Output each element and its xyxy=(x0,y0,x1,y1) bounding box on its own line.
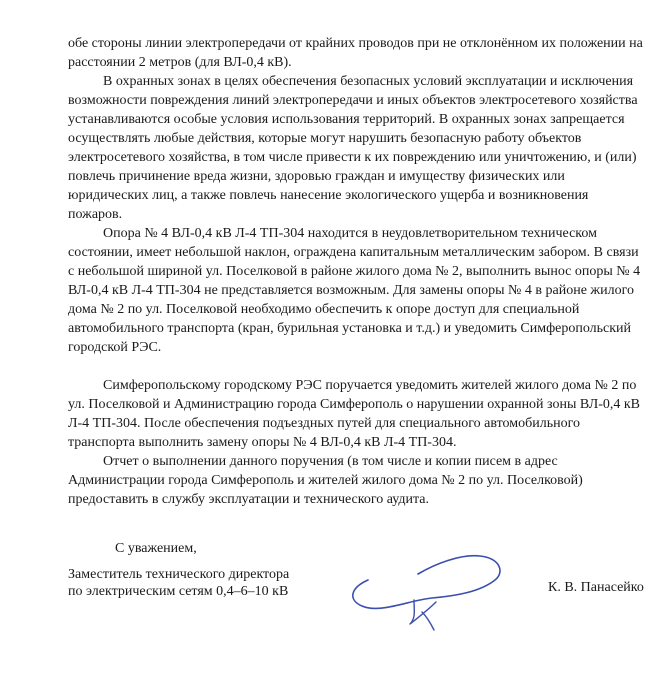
text-line: Л-4 ТП-304. После обеспечения подъездных путей для специального автомобильного xyxy=(68,416,580,431)
text-line: пожаров. xyxy=(68,207,123,222)
text-line: возможности повреждения линий электропередачи и иных объектов электросетевого хозяйства xyxy=(68,93,638,108)
text-line: повлечь причинение вреда жизни, здоровью граждан и имуществу физических или xyxy=(68,169,565,184)
text-line: Опора № 4 ВЛ-0,4 кВ Л-4 ТП-304 находится в неудовлетворительном техническом xyxy=(103,226,597,241)
closing-phrase: С уважением, xyxy=(115,541,197,556)
signer-title-line-2: по электрическим сетям 0,4–6–10 кВ xyxy=(68,584,289,599)
paragraph xyxy=(68,452,663,509)
text-line: В охранных зонах в целях обеспечения безопасных условий эксплуатации и исключения xyxy=(103,74,634,89)
letter-body xyxy=(68,34,663,509)
signature-stroke-tail xyxy=(410,600,436,630)
text-line: с небольшой шириной ул. Поселковой в районе жилого дома № 2, выполнить вынос опоры № 4 xyxy=(68,264,641,279)
text-line: ВЛ-0,4 кВ Л-4 ТП-304 не представляется возможным. Для замены опоры № 4 в районе жилого xyxy=(68,283,634,298)
text-line: юридических лиц, а также повлечь нанесение экологического ущерба и возникновения xyxy=(68,188,589,203)
text-line: электросетевого хозяйства, в том числе привести к их повреждению или уничтожению, и (или) xyxy=(68,150,637,165)
handwritten-signature xyxy=(340,540,510,640)
signer-title xyxy=(68,566,289,600)
paragraph xyxy=(68,376,663,452)
signer-title-line-1: Заместитель технического директора xyxy=(68,567,290,582)
text-line: транспорта выполнить замену опоры № 4 ВЛ-0,4 кВ Л-4 ТП-304. xyxy=(68,435,457,450)
signature-stroke-main xyxy=(353,556,500,609)
paragraph-gap xyxy=(68,357,663,376)
paragraph xyxy=(68,224,663,357)
text-line: Администрации города Симферополь и жителей жилого дома № 2 по ул. Поселковой) xyxy=(68,473,583,488)
text-line: предоставить в службу эксплуатации и технического аудита. xyxy=(68,492,429,507)
text-line: обе стороны линии электропередачи от крайних проводов при не отклонённом их положении на xyxy=(68,36,643,51)
text-line: Симферопольскому городскому РЭС поручается уведомить жителей жилого дома № 2 по xyxy=(103,378,637,393)
text-line: ул. Поселковой и Администрацию города Симферополь о нарушении охранной зоны ВЛ-0,4 кВ xyxy=(68,397,640,412)
text-line: устанавливаются особые условия использования территорий. В охранных зонах запрещается xyxy=(68,112,625,127)
text-line: городской РЭС. xyxy=(68,340,162,355)
text-line: состоянии, имеет небольшой наклон, ограждена капитальным металлическим забором. В связи xyxy=(68,245,639,260)
text-line: Отчет о выполнении данного поручения (в том числе и копии писем в адрес xyxy=(103,454,558,469)
paragraph xyxy=(68,72,663,224)
text-line: осуществлять любые действия, которые могут нарушить безопасную работу объектов xyxy=(68,131,582,146)
text-line: дома № 2 по ул. Поселковой необходимо обеспечить к опоре доступ для специальной xyxy=(68,302,580,317)
signer-name: К. В. Панасейко xyxy=(548,580,644,595)
text-line: автомобильного транспорта (кран, бурильная установка и т.д.) и уведомить Симферопольский xyxy=(68,321,632,336)
paragraph xyxy=(68,34,663,72)
text-line: расстоянии 2 метров (для ВЛ-0,4 кВ). xyxy=(68,55,292,70)
